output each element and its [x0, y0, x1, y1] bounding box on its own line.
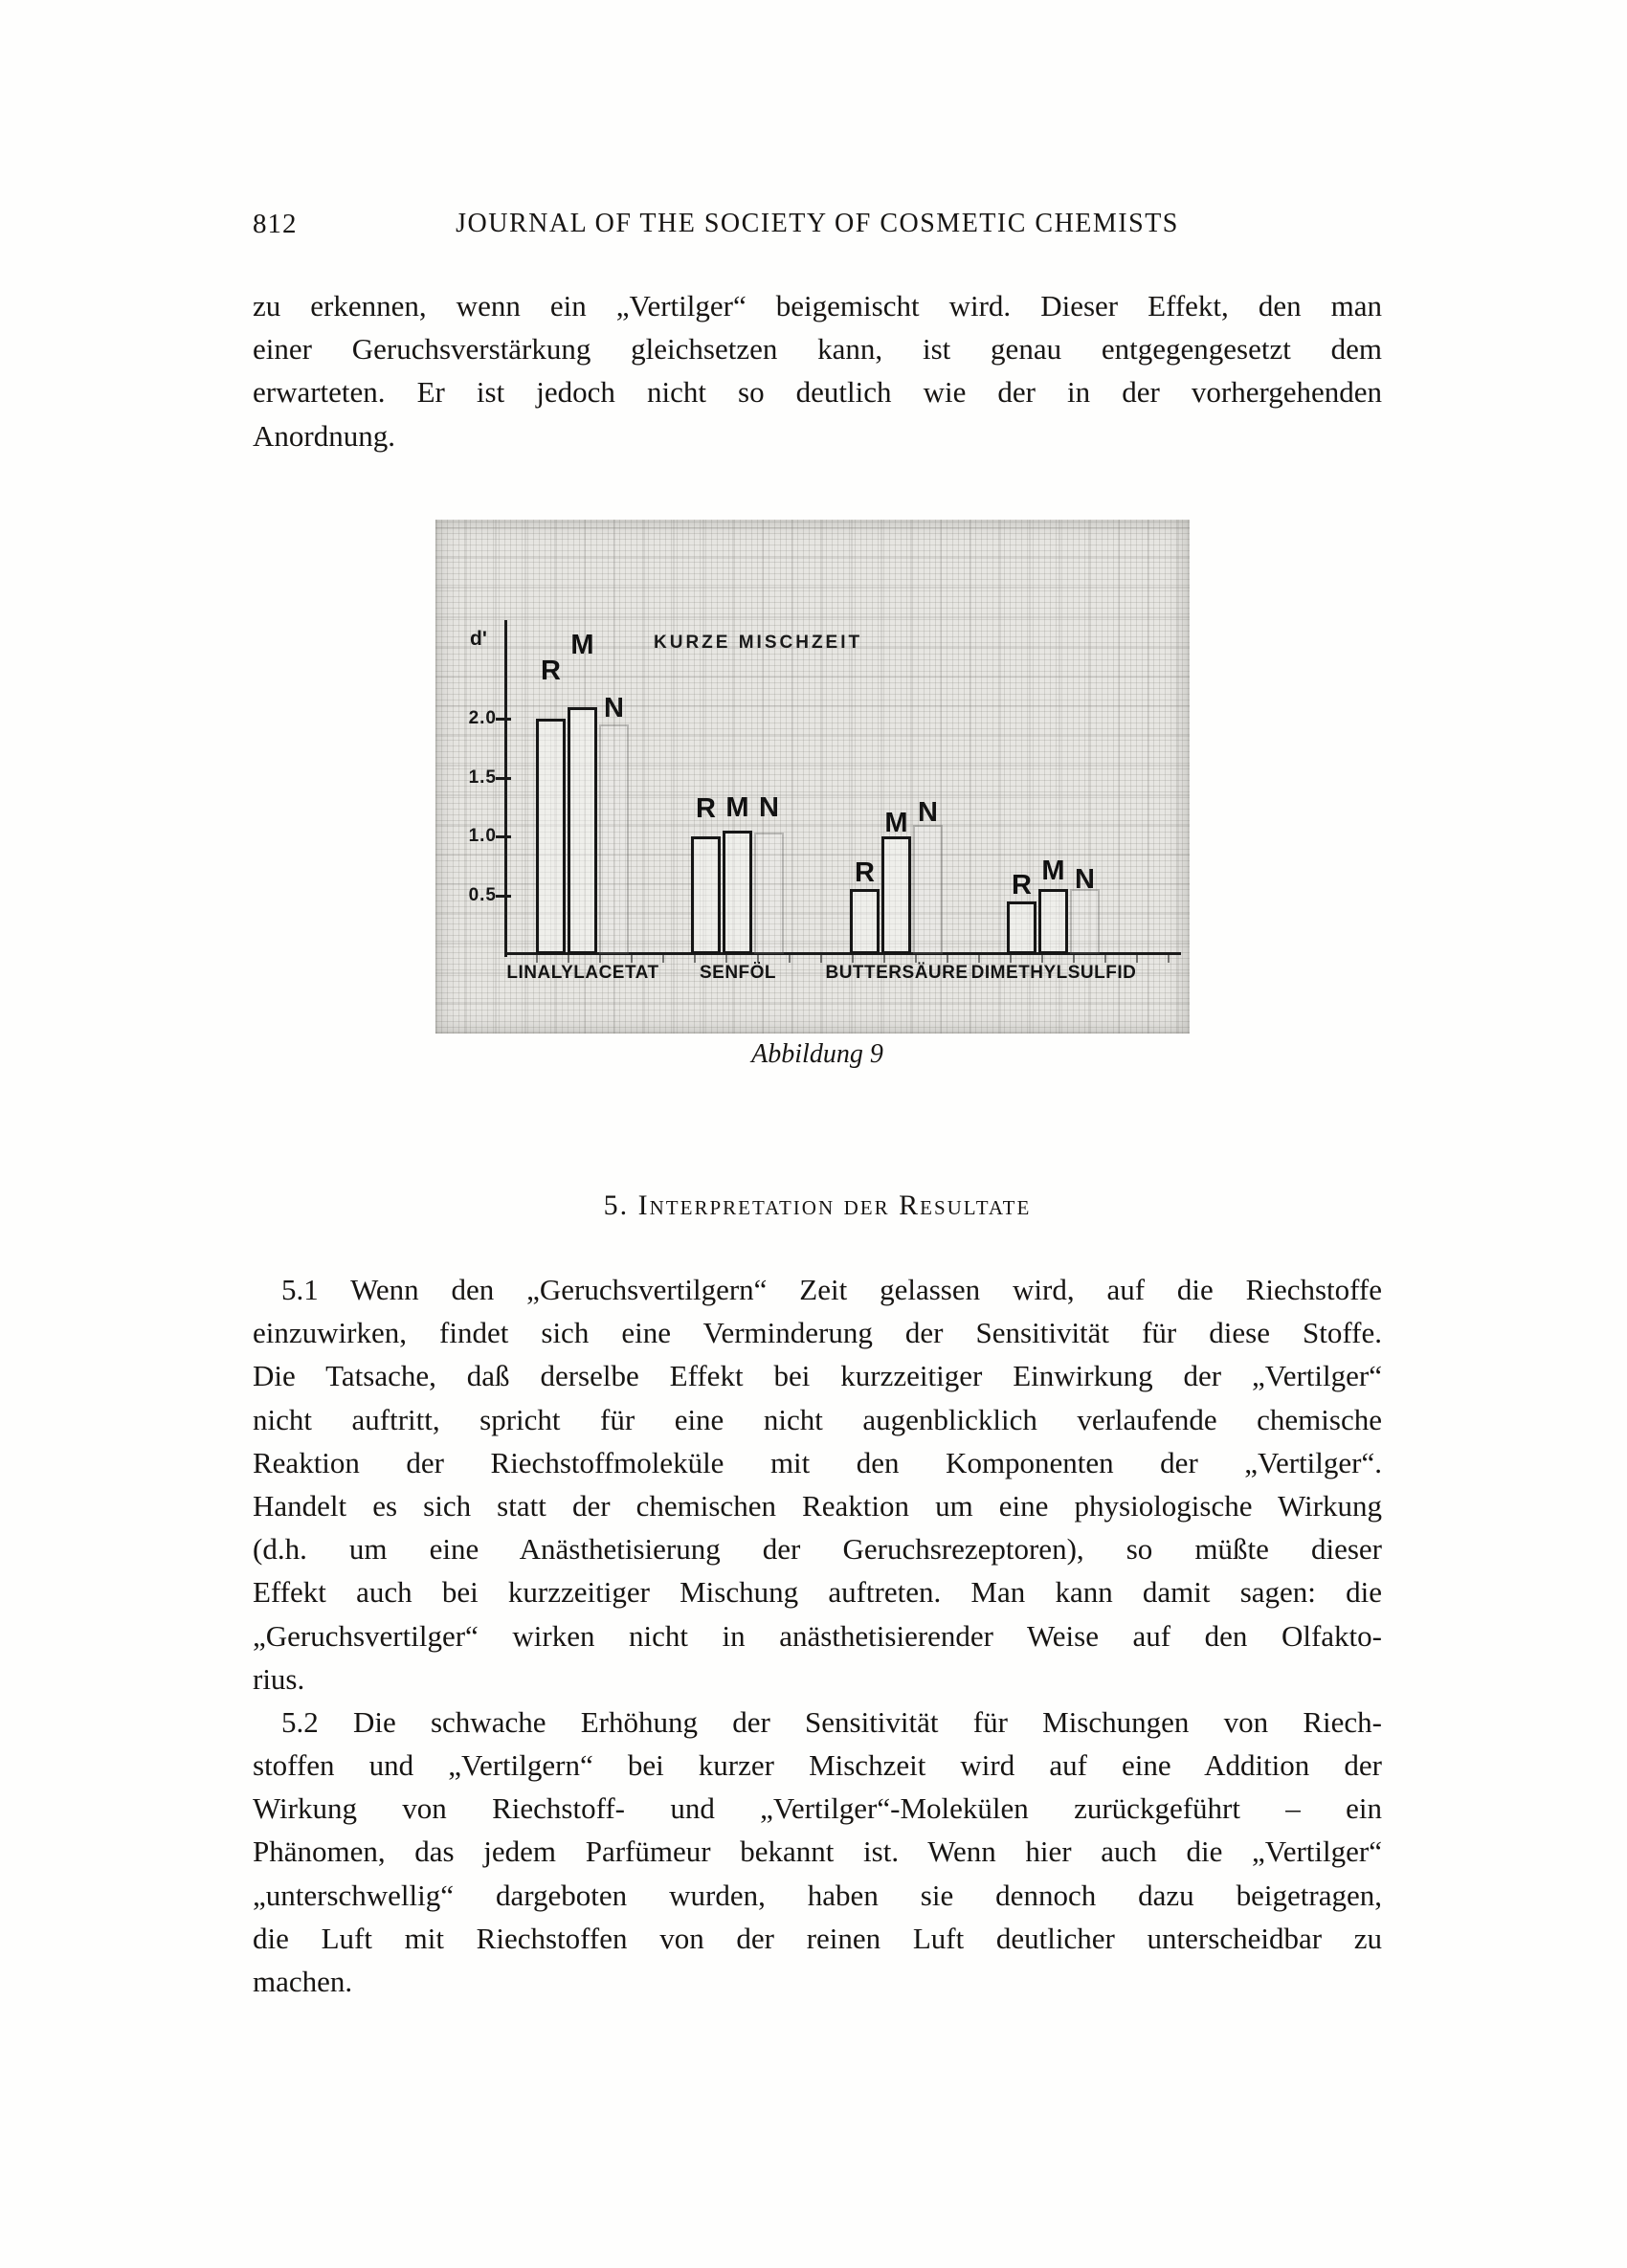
text-line: „unterschwellig“ dargeboten wurden, haben sie dennoch dazu beigetragen,	[253, 1878, 1382, 1912]
category-label-SENFÖL: SENFÖL	[699, 963, 777, 983]
chart-title: KURZE MISCHZEIT	[654, 633, 863, 653]
bar-R-LINALYLACETAT	[536, 719, 566, 954]
text-line: Phänomen, das jedem Parfümeur bekannt ist. Wenn hier auch die „Vertilger“	[253, 1834, 1382, 1869]
baseline-ruler-tick	[1104, 955, 1106, 963]
text-line: Handelt es sich statt der chemischen Reaktion um eine physiologische Wirkung	[253, 1488, 1382, 1523]
text-line: Wirkung von Riechstoff- und „Vertilger“-Molekülen zurückgeführt – ein	[253, 1791, 1382, 1826]
text-line: 5.2 Die schwache Erhöhung der Sensitivität für Mischungen von Riech-	[281, 1704, 1382, 1739]
baseline-ruler-tick	[1041, 955, 1043, 963]
text-line: rius.	[253, 1661, 305, 1696]
y-axis-line	[504, 620, 507, 957]
baseline-ruler-tick	[820, 955, 822, 963]
bar-label-R: R	[541, 656, 561, 686]
y-tick-label: 1.5	[468, 767, 497, 788]
figure-caption: Abbildung 9	[751, 1039, 883, 1069]
bar-M-BUTTERSÄURE	[881, 836, 911, 954]
bar-label-M: M	[1041, 856, 1065, 887]
y-tick	[496, 895, 511, 898]
baseline-ruler-tick	[725, 955, 727, 963]
y-axis-label: d'	[470, 628, 487, 650]
bar-R-SENFÖL	[691, 836, 721, 954]
bar-label-R: R	[855, 857, 875, 889]
intro-paragraph	[253, 284, 1382, 457]
baseline-ruler-tick	[1073, 955, 1075, 963]
bar-label-N: N	[604, 693, 624, 724]
y-tick-label: 1.0	[468, 826, 497, 846]
text-line: erwarteten. Er ist jedoch nicht so deutlich wie der in der vorhergehenden	[253, 375, 1382, 410]
section-paragraphs	[253, 1268, 1382, 2003]
text-line: Reaktion der Riechstoffmoleküle mit den Komponenten der „Vertilger“.	[253, 1445, 1382, 1479]
y-tick	[496, 777, 511, 780]
baseline-ruler-tick	[978, 955, 980, 963]
bar-R-BUTTERSÄURE	[850, 889, 880, 954]
baseline-ruler-tick	[1136, 955, 1138, 963]
bar-label-M: M	[570, 629, 594, 660]
baseline-ruler-tick	[947, 955, 948, 963]
text-line: (d.h. um eine Anästhetisierung der Geruchsrezeptoren), so müßte dieser	[253, 1532, 1382, 1567]
baseline-ruler-tick	[631, 955, 633, 963]
text-line: stoffen und „Vertilgern“ bei kurzer Mischzeit wird auf eine Addition der	[253, 1748, 1382, 1783]
text-line: einzuwirken, findet sich eine Verminderung der Sensitivität für diese Stoffe.	[253, 1316, 1382, 1350]
baseline-ruler-tick	[852, 955, 854, 963]
text-line: die Luft mit Riechstoffen von der reinen Luft deutlicher unterscheidbar zu	[253, 1921, 1382, 1955]
baseline-ruler-tick	[1168, 955, 1170, 963]
y-tick	[496, 718, 511, 721]
bar-label-M: M	[884, 808, 908, 838]
bar-N-SENFÖL	[754, 833, 784, 954]
bar-M-LINALYLACETAT	[568, 707, 597, 954]
baseline-ruler-tick	[694, 955, 696, 963]
y-tick	[496, 835, 511, 838]
bar-N-DIMETHYLSULFID	[1070, 889, 1100, 954]
bar-M-SENFÖL	[723, 831, 752, 954]
journal-title: JOURNAL OF THE SOCIETY OF COSMETIC CHEMISTS	[456, 209, 1179, 238]
y-tick-label: 2.0	[468, 708, 497, 728]
text-line: Anordnung.	[253, 418, 395, 453]
text-line: Effekt auch bei kurzzeitiger Mischung auftreten. Man kann damit sagen: die	[253, 1575, 1382, 1610]
bar-label-N: N	[1075, 864, 1095, 896]
category-label-BUTTERSÄURE: BUTTERSÄURE	[825, 963, 969, 983]
baseline-ruler-tick	[757, 955, 759, 963]
baseline-ruler-tick	[536, 955, 538, 963]
bar-N-LINALYLACETAT	[599, 724, 629, 954]
baseline-ruler-tick	[568, 955, 569, 963]
text-line: einer Geruchsverstärkung gleichsetzen kann, ist genau entgegengesetzt dem	[253, 332, 1382, 367]
bar-N-BUTTERSÄURE	[913, 825, 943, 954]
bar-R-DIMETHYLSULFID	[1007, 901, 1036, 954]
baseline-ruler-tick	[789, 955, 791, 963]
bar-M-DIMETHYLSULFID	[1038, 889, 1068, 954]
running-head	[253, 209, 1382, 243]
baseline-ruler-tick	[883, 955, 885, 963]
bar-label-R: R	[1012, 869, 1032, 901]
baseline-ruler-tick	[915, 955, 917, 963]
bar-label-M: M	[725, 791, 749, 823]
text-line: „Geruchsvertilger“ wirken nicht in anästhetisierender Weise auf den Olfakto-	[253, 1618, 1382, 1653]
figure-photo	[435, 520, 1190, 1034]
bar-label-N: N	[918, 796, 938, 828]
section-heading: 5. Interpretation der Resultate	[603, 1190, 1032, 1221]
y-tick-label: 0.5	[468, 884, 497, 905]
text-line: 5.1 Wenn den „Geruchsvertilgern“ Zeit gelassen wird, auf die Riechstoffe	[281, 1273, 1382, 1306]
text-line: machen.	[253, 1965, 353, 1998]
text-line: Die Tatsache, daß derselbe Effekt bei kurzzeitiger Einwirkung der „Vertilger“	[253, 1359, 1382, 1393]
bar-label-N: N	[759, 792, 779, 824]
baseline-ruler-tick	[1010, 955, 1012, 963]
category-label-LINALYLACETAT: LINALYLACETAT	[506, 963, 659, 983]
bar-label-R: R	[696, 793, 716, 824]
baseline-ruler-tick	[662, 955, 664, 963]
category-label-DIMETHYLSULFID: DIMETHYLSULFID	[970, 963, 1137, 983]
text-line: nicht auftritt, spricht für eine nicht augenblicklich verlaufende chemische	[253, 1402, 1382, 1436]
baseline-ruler-tick	[599, 955, 601, 963]
text-line: zu erkennen, wenn ein „Vertilger“ beigemischt wird. Dieser Effekt, den man	[253, 289, 1382, 322]
page-number: 812	[253, 209, 298, 239]
